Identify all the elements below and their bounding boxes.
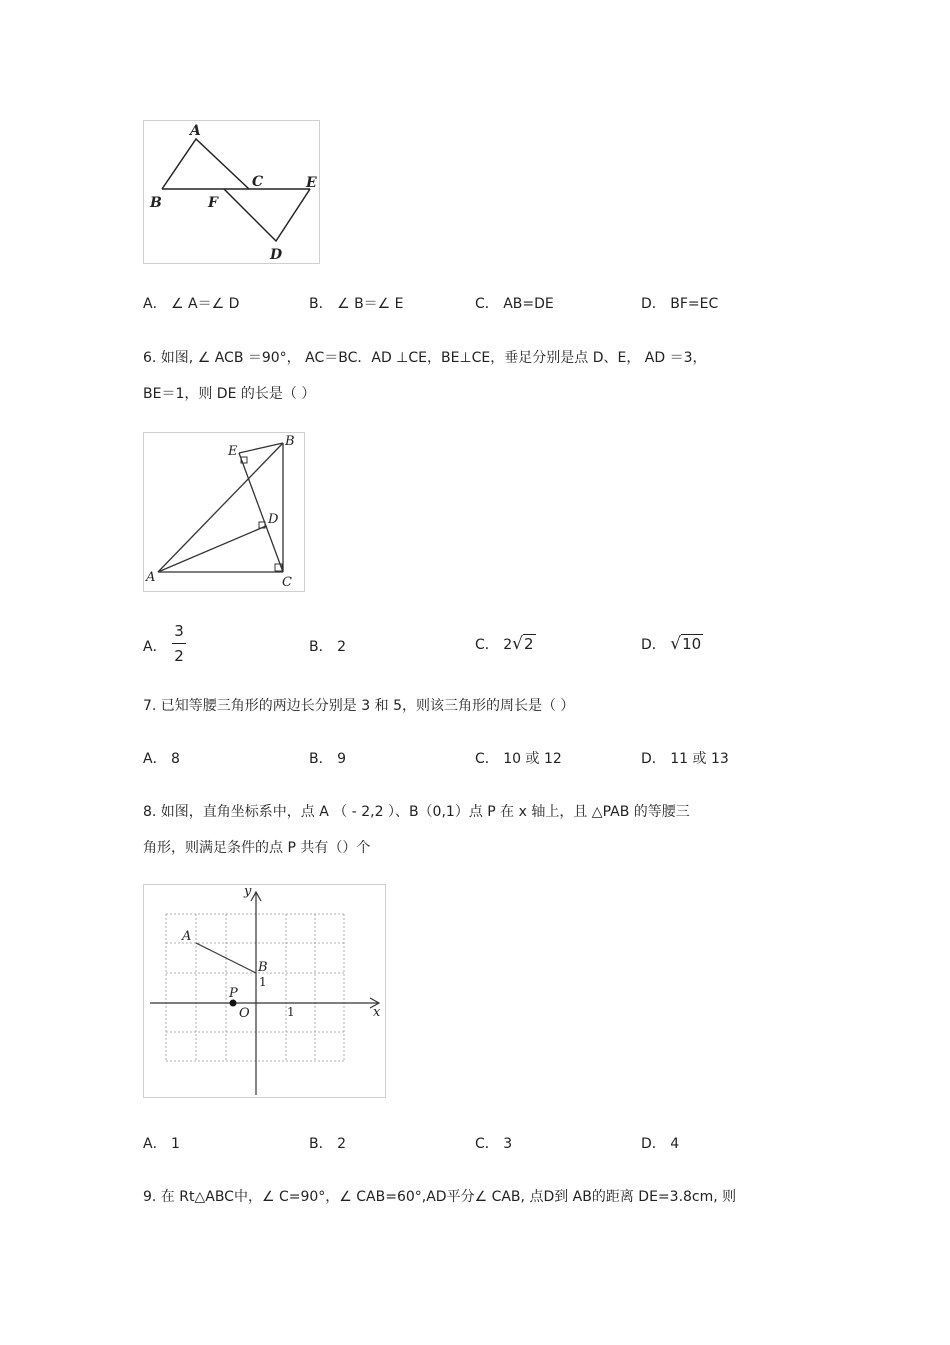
q7-option-c[interactable]: C． 10 或 12: [475, 751, 562, 767]
figure-coordinate-grid: [143, 884, 386, 1098]
figure-two-triangles: [143, 120, 320, 264]
label-d: D: [270, 247, 283, 263]
label-a: A: [182, 929, 192, 944]
q6-option-a[interactable]: A．: [143, 639, 167, 655]
label-a: A: [190, 123, 201, 139]
sqrt-expression: √2: [512, 634, 534, 654]
q7-option-a[interactable]: A． 8: [143, 751, 180, 767]
label-p: P: [229, 986, 238, 1001]
label-c: C: [282, 575, 292, 590]
q5-option-d[interactable]: D． BF=EC: [641, 296, 719, 312]
numerator: 3: [174, 622, 184, 640]
q6-stem-line1: 6. 如图, ∠ ACB ＝90°， AC＝BC．AD ⊥CE，BE⊥CE，垂足分别是点 D、E， AD ＝3，: [143, 350, 707, 366]
tick-label-x-1: 1: [287, 1005, 295, 1019]
q8-option-a[interactable]: A． 1: [143, 1136, 180, 1152]
label-a: A: [146, 570, 156, 585]
q7-stem: 7. 已知等腰三角形的两边长分别是 3 和 5，则该三角形的周长是（ ）: [143, 698, 575, 714]
q6-option-d[interactable]: D． √10: [641, 634, 702, 654]
sqrt-icon: √: [670, 634, 682, 654]
q8-stem-line1: 8. 如图，直角坐标系中，点 A （ - 2,2 ）、B（0,1）点 P 在 x 轴上，且 △PAB 的等腰三: [143, 804, 690, 820]
label-e: E: [306, 175, 317, 191]
q5-option-a[interactable]: A． ∠ A＝∠ D: [143, 296, 240, 312]
figure-right-triangle: [143, 432, 305, 592]
label-b: B: [150, 195, 162, 211]
label-y: y: [244, 885, 252, 899]
q5-option-c[interactable]: C． AB=DE: [475, 296, 554, 312]
label-f: F: [208, 195, 218, 211]
sqrt-icon: √: [512, 634, 523, 654]
q6-option-c[interactable]: C． 2√2: [475, 634, 534, 654]
label-b: B: [285, 434, 295, 449]
label-e: E: [228, 444, 238, 459]
fraction: [172, 622, 186, 665]
q7-option-b[interactable]: B． 9: [309, 751, 346, 767]
q8-option-d[interactable]: D． 4: [641, 1136, 680, 1152]
q8-option-c[interactable]: C． 3: [475, 1136, 513, 1152]
q6-stem-line2: BE＝1，则 DE 的长是（ ）: [143, 386, 316, 402]
denominator: 2: [174, 647, 184, 665]
label-d: D: [268, 512, 279, 527]
q6-option-b[interactable]: B． 2: [309, 639, 346, 655]
label-o: O: [239, 1006, 250, 1021]
q9-stem: 9. 在 Rt△ABC中，∠ C=90°，∠ CAB=60°,AD平分∠ CAB, 点D到 AB的距离 DE=3.8cm, 则: [143, 1189, 737, 1205]
q7-option-d[interactable]: D． 11 或 13: [641, 751, 729, 767]
label-x: x: [373, 1005, 381, 1020]
label-b: B: [258, 960, 268, 975]
q5-option-b[interactable]: B． ∠ B＝∠ E: [309, 296, 404, 312]
sqrt-expression: √10: [670, 634, 702, 654]
tick-label-y-1: 1: [259, 975, 267, 989]
q8-stem-line2: 角形，则满足条件的点 P 共有（）个: [143, 840, 371, 856]
label-c: C: [252, 174, 264, 190]
q8-option-b[interactable]: B． 2: [309, 1136, 346, 1152]
